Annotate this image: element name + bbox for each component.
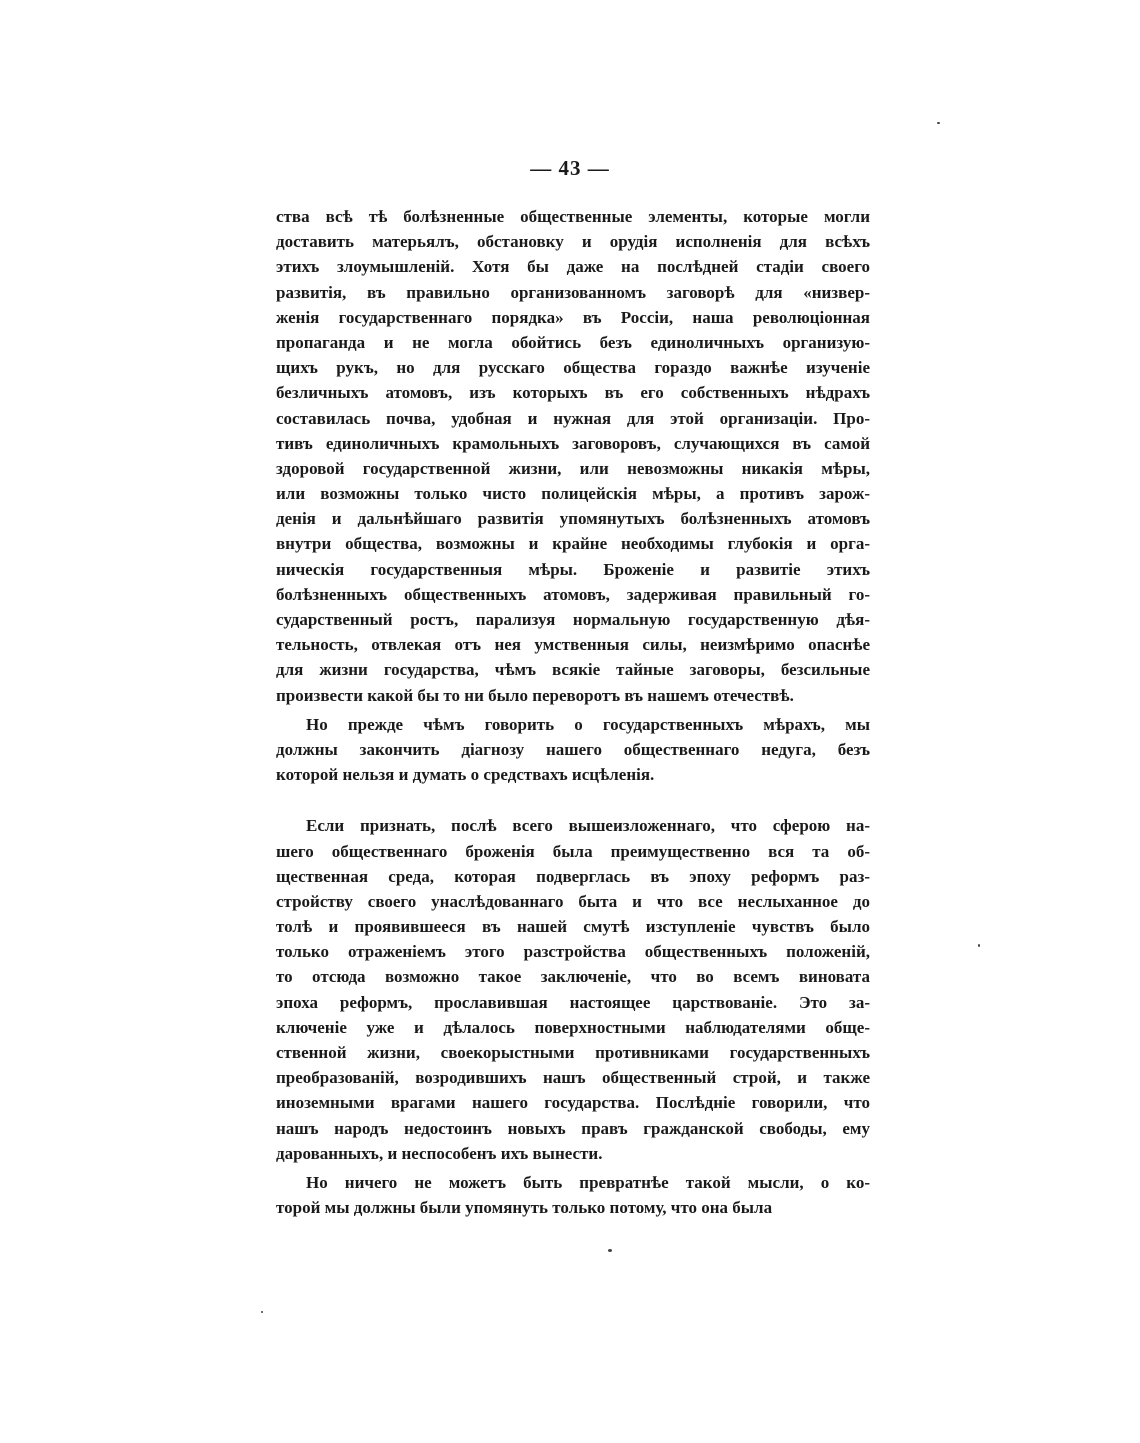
text-line: щихъ рукъ, но для русскаго общества гораздо важнѣе изученіе — [276, 358, 870, 378]
text-line: которой нельзя и думать о средствахъ исцѣленія. — [276, 765, 655, 785]
text-line: здоровой государственной жизни, или невозможны никакія мѣры, — [276, 458, 870, 478]
paragraph — [276, 813, 870, 1166]
text-line: болѣзненныхъ общественныхъ атомовъ, задерживая правильный го- — [276, 584, 870, 604]
text-line: безличныхъ атомовъ, изъ которыхъ въ его собственныхъ нѣдрахъ — [276, 383, 870, 403]
text-line: Если признать, послѣ всего вышеизложеннаго, что сферою на- — [306, 816, 870, 836]
text-line: пропаганда и не могла обойтись безъ единоличныхъ организую- — [276, 332, 870, 352]
text-line: для жизни государства, чѣмъ всякіе тайные заговоры, безсильные — [276, 660, 870, 680]
scan-speck — [608, 1249, 612, 1252]
text-line: ническія государственныя мѣры. Броженіе и развитіе этихъ — [276, 559, 870, 579]
text-line: должны закончить діагнозу нашего общественнаго недуга, безъ — [276, 739, 870, 759]
text-line: внутри общества, возможны и крайне необходимы глубокія и орга- — [276, 534, 870, 554]
text-line: развитія, въ правильно организованномъ заговорѣ для «низвер- — [276, 282, 870, 302]
text-line: эпоха реформъ, прославившая настоящее царствованіе. Это за- — [276, 992, 870, 1012]
text-line: женія государственнаго порядка» въ Россіи, наша революціонная — [276, 307, 870, 327]
paragraph — [276, 204, 870, 708]
text-line: сударственный ростъ, парализуя нормальную государственную дѣя- — [276, 610, 870, 629]
text-line: тивъ единоличныхъ крамольныхъ заговоровъ, случающихся въ самой — [276, 433, 870, 453]
scan-speck — [261, 1311, 263, 1313]
paragraph — [276, 712, 870, 788]
text-line: Но ничего не можетъ быть превратнѣе такой мысли, о ко- — [306, 1172, 870, 1192]
text-line: ства всѣ тѣ болѣзненные общественные элементы, которые могли — [276, 207, 870, 226]
text-line: доставить матерьялъ, обстановку и орудія исполненія для всѣхъ — [276, 232, 870, 252]
text-line: стройству своего унаслѣдованнаго быта и что все неслыханное до — [276, 891, 870, 911]
text-line: торой мы должны были упомянуть только потому, что она была — [276, 1198, 773, 1218]
text-line: или возможны только чисто полицейскія мѣры, а противъ зарож- — [276, 484, 870, 504]
text-line: произвести какой бы то ни было переворотъ въ нашемъ отечествѣ. — [276, 685, 794, 705]
text-line: щественная среда, которая подверглась въ эпоху реформъ раз- — [276, 866, 870, 886]
scan-speck — [937, 122, 940, 124]
text-line: составилась почва, удобная и нужная для этой организаціи. Про- — [276, 408, 870, 428]
text-line: преобразованій, возродившихъ нашъ общественный строй, и также — [276, 1068, 870, 1088]
text-line: нашъ народъ недостоинъ новыхъ правъ гражданской свободы, ему — [276, 1118, 870, 1138]
page-number: — 43 — — [530, 156, 610, 180]
scan-speck — [978, 944, 980, 947]
text-line: дарованныхъ, и неспособенъ ихъ вынести. — [276, 1143, 603, 1163]
text-line: только отраженіемъ этого разстройства общественныхъ положеній, — [276, 942, 870, 962]
text-line: шего общественнаго броженія была преимущественно вся та об- — [276, 841, 870, 861]
text-line: Но прежде чѣмъ говорить о государственныхъ мѣрахъ, мы — [306, 714, 870, 734]
text-line: ственной жизни, своекорыстными противниками государственныхъ — [276, 1043, 870, 1062]
text-line: иноземными врагами нашего государства. Послѣдніе говорили, что — [276, 1093, 870, 1113]
text-line: денія и дальнѣйшаго развитія упомянутыхъ болѣзненныхъ атомовъ — [276, 509, 870, 529]
section-break — [276, 787, 870, 813]
text-line: ключеніе уже и дѣлалось поверхностными наблюдателями обще- — [276, 1017, 870, 1037]
text-line: толѣ и проявившееся въ нашей смутѣ изступленіе чувствъ было — [276, 917, 870, 937]
text-line: этихъ злоумышленій. Хотя бы даже на послѣдней стадіи своего — [276, 257, 870, 277]
text-line: то отсюда возможно такое заключеніе, что во всемъ виновата — [276, 967, 870, 987]
paragraph — [276, 1170, 870, 1220]
body-text — [276, 204, 870, 1220]
text-line: тельность, отвлекая отъ нея умственныя силы, неизмѣримо опаснѣе — [276, 635, 870, 655]
